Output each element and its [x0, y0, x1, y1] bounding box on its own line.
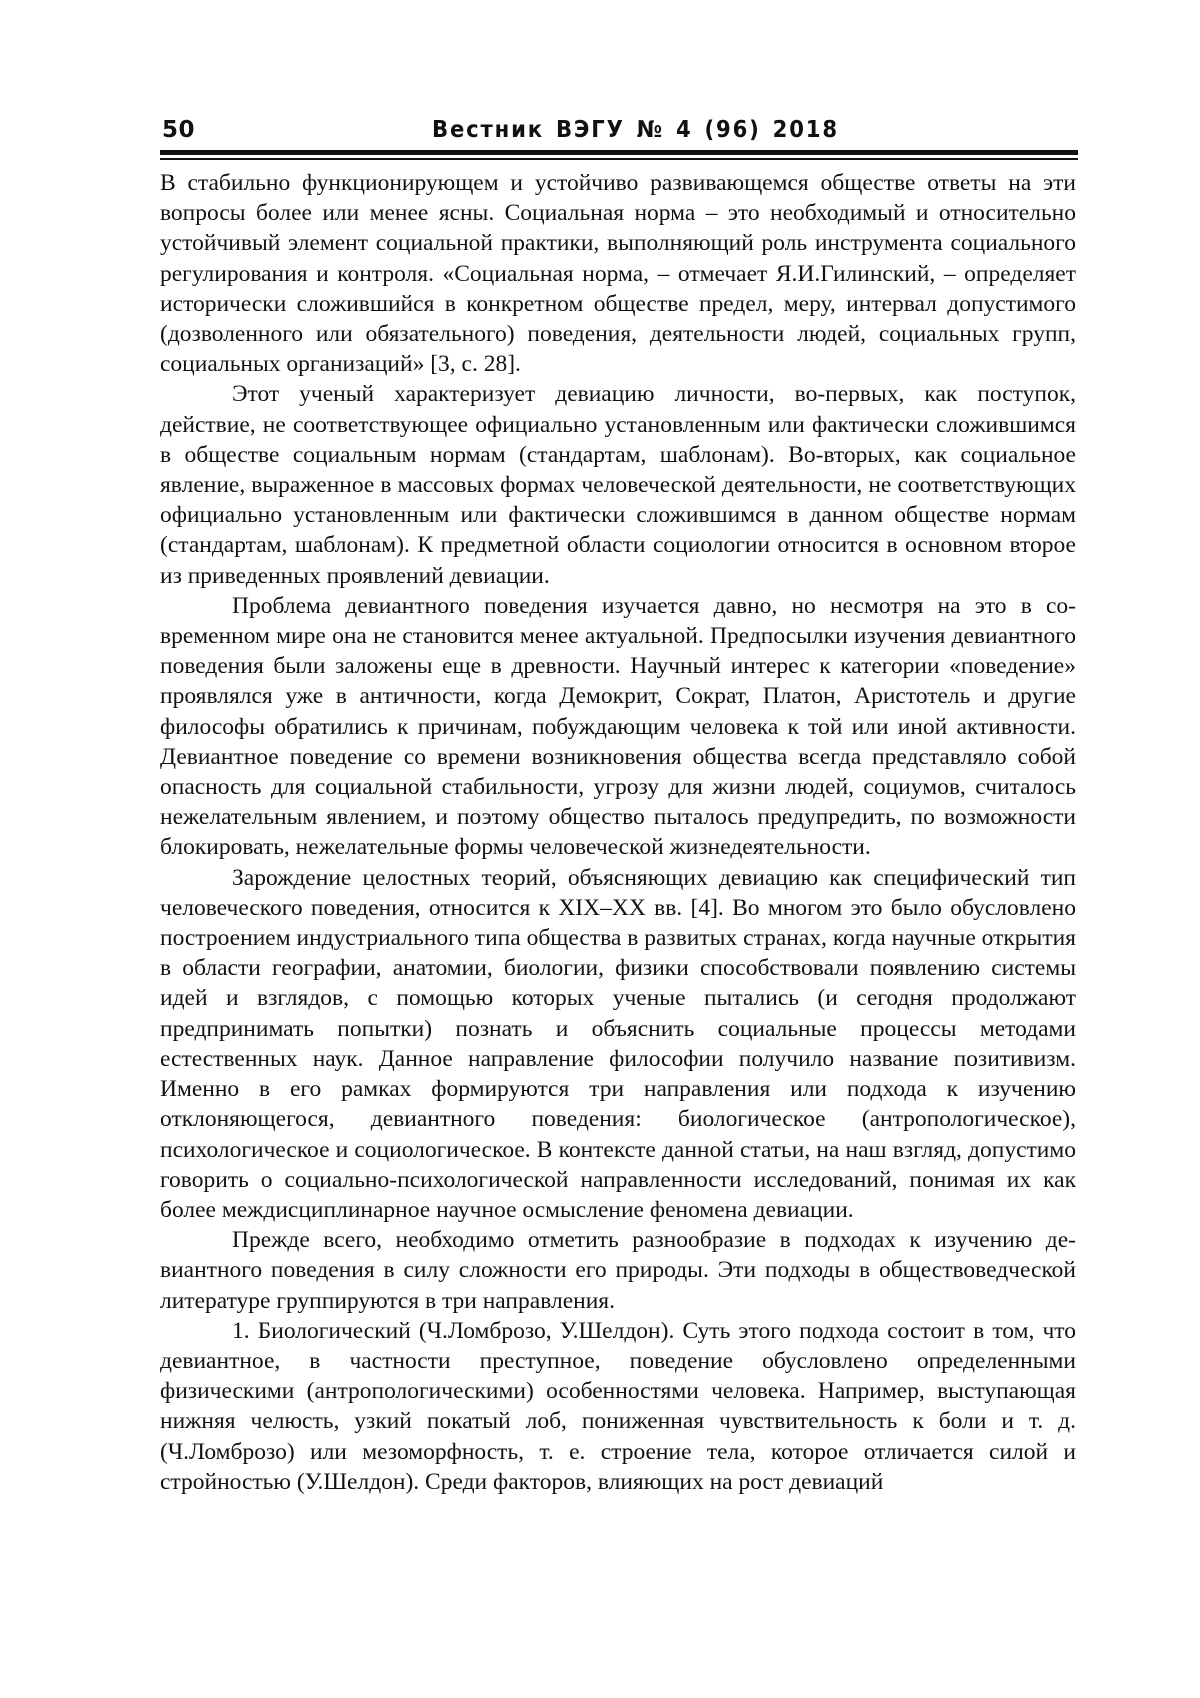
header-rule-thin: [160, 158, 1078, 160]
journal-title: Вестник ВЭГУ № 4 (96) 2018: [432, 117, 839, 143]
paragraph: Проблема девиантного поведения изучается давно, но несмотря на это в современном мире она не становится менее актуальной. Предпосылки изучения девиантного поведения были заложены еще в древности. Научный интерес к категории «поведение» проявлялся уже в античности, когда Демокрит, Сократ, Платон, Аристотель и другие философы обратились к причинам, побуждающим человека к той или иной активности. Девиантное поведение со времени возникновения общества всегда представляло собой опасность для социальной стабильности, угрозу для жизни людей, социумов, считалось нежелательным явлением, и поэтому общество пыталось предупредить, по возможности блокировать, нежелательные формы человеческой жизнедеятельности.: [160, 592, 1076, 861]
paragraph: В стабильно функционирующем и устойчиво развивающемся обществе ответы на эти вопросы более или менее ясны. Социальная норма – это необходимый и относительно устойчивый элемент социальной практики, выполняющий роль инструмента социального регулирования и контроля. «Социальная норма, – отмечает Я.И.Гилинский, – определяет исторически сложившийся в конкретном обществе предел, меру, интервал допустимого (дозволенного или обязательного) поведения, деятельности людей, социальных групп, социальных организаций» [3, с. 28].: [160, 170, 1076, 378]
paragraph: 1. Биологический (Ч.Ломброзо, У.Шелдон). Суть этого подхода состоит в том, что девиантное, в частности преступное, поведение обусловлено определенными физическими (антропологическими) особенностями человека. Например, выступающая нижняя челюсть, узкий покатый лоб, пониженная чувствительность к боли и т. д. (Ч.Ломброзо) или мезоморфность, т. е. строение тела, которое отличается силой и стройностью (У.Шелдон). Среди факторов, влияющих на рост девиаций: [160, 1317, 1076, 1495]
article-body: [160, 168, 1076, 1497]
header-rule-thick: [160, 150, 1078, 155]
running-header: [160, 115, 1076, 151]
paragraph: Прежде всего, необходимо отметить разнообразие в подходах к изучению девиантного поведения в силу сложности его природы. Эти подходы в обществоведческой литературе группируются в три направления.: [160, 1227, 1076, 1314]
paragraph: Зарождение целостных теорий, объясняющих девиацию как специфический тип человеческого поведения, относится к XIX–XX вв. [4]. Во многом это было обусловлено построением индустриального типа общества в развитых странах, когда научные открытия в области географии, анатомии, биологии, физики способствовали появлению системы идей и взглядов, с помощью которых ученые пытались (и сегодня продолжают предпринимать попытки) познать и объяснить социальные процессы методами естественных наук. Данное направление философии получило название позитивизм. Именно в его рамках формируются три направления или подхода к изучению отклоняющегося, девиантного поведения: биологическое (антропологическое), психологическое и социологическое. В контексте данной статьи, на наш взгляд, допустимо говорить о социально-психологической направленности исследований, понимая их как более междисциплинарное научное осмысление феномена девиации.: [160, 864, 1076, 1223]
paragraph: Этот ученый характеризует девиацию личности, во-первых, как поступок, действие, не соответствующее официально установленным или фактически сложившимся в обществе социальным нормам (стандартам, шаблонам). Во-вторых, как социальное явление, выраженное в массовых формах человеческой деятельности, не соответствующих официально установленным или фактически сложившимся в данном обществе нормам (стандартам, шаблонам). К предметной области социологии относится в основном второе из приведенных проявлений девиации.: [160, 381, 1076, 589]
page-number: 50: [162, 117, 196, 143]
